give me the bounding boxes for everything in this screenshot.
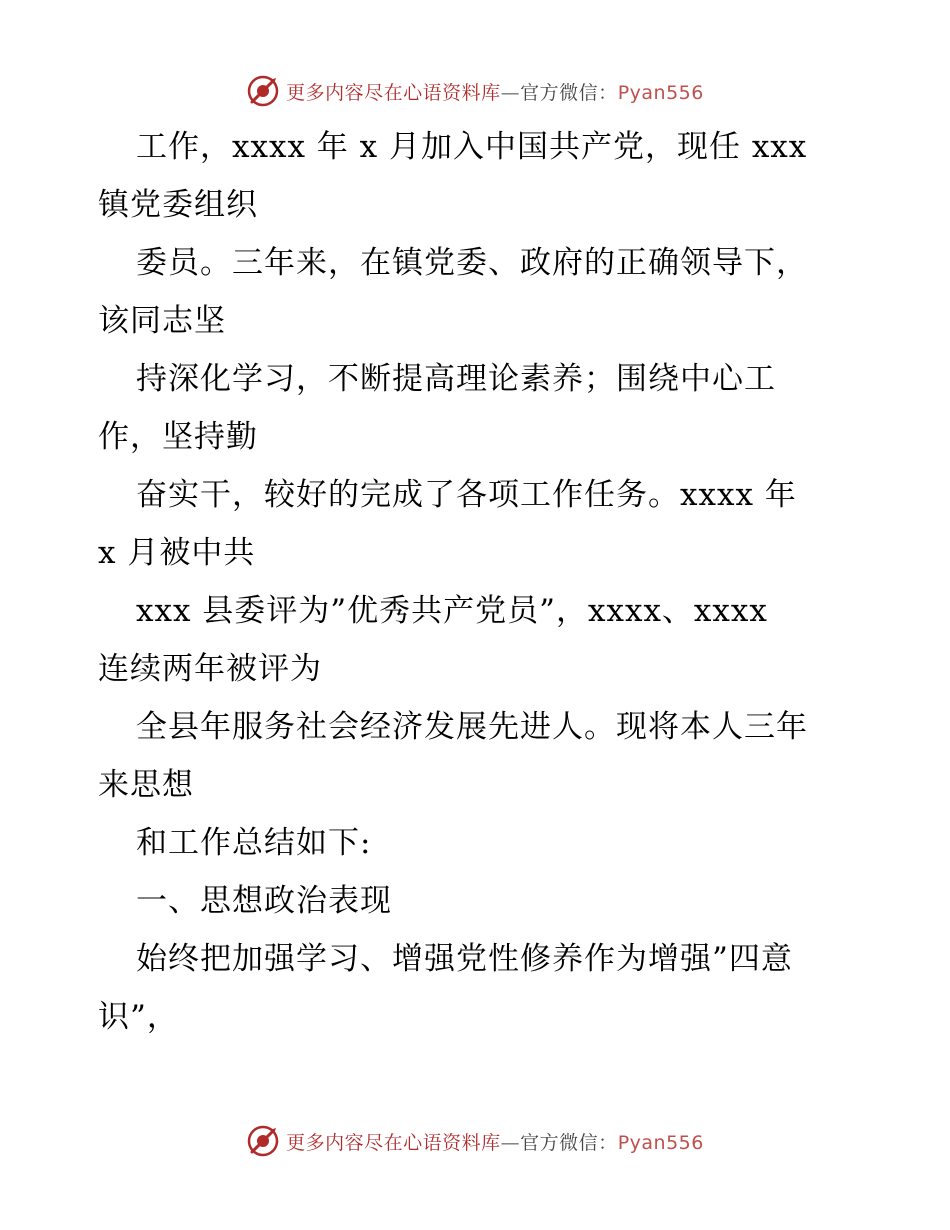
- text-line: 镇党委组织: [98, 187, 258, 223]
- watermark-header: [0, 71, 950, 111]
- text-line: 来思想: [98, 767, 194, 803]
- text-line: 工作，xxxx 年 x 月加入中国共产党，现任 xxx: [136, 129, 808, 165]
- watermark-text: 更多内容尽在心语资料库—官方微信：Pyan556: [286, 1131, 704, 1154]
- text-line: 全县年服务社会经济发展先进人。现将本人三年: [136, 709, 808, 745]
- pen-logo-icon: [246, 74, 280, 108]
- text-line: x 月被中共: [98, 535, 256, 571]
- text-line: 该同志坚: [98, 303, 226, 339]
- text-line: 持深化学习，不断提高理论素养；围绕中心工: [136, 361, 776, 397]
- text-line: 连续两年被评为: [98, 651, 322, 687]
- text-line: 始终把加强学习、增强党性修养作为增强”四意: [136, 941, 793, 977]
- text-line: 作，坚持勤: [98, 419, 258, 455]
- text-line: xxx 县委评为”优秀共产党员”，xxxx、xxxx: [136, 593, 768, 629]
- document-body: [98, 118, 858, 1046]
- watermark-text: 更多内容尽在心语资料库—官方微信：Pyan556: [286, 81, 704, 104]
- pen-logo-icon: [246, 1124, 280, 1158]
- text-line: 和工作总结如下:: [136, 825, 372, 861]
- text-line: 委员。三年来，在镇党委、政府的正确领导下，: [136, 245, 808, 281]
- text-line: 识”，: [98, 999, 179, 1035]
- section-heading: 一、思想政治表现: [136, 883, 392, 919]
- watermark-footer: [0, 1121, 950, 1161]
- text-line: 奋实干，较好的完成了各项工作任务。xxxx 年: [136, 477, 797, 513]
